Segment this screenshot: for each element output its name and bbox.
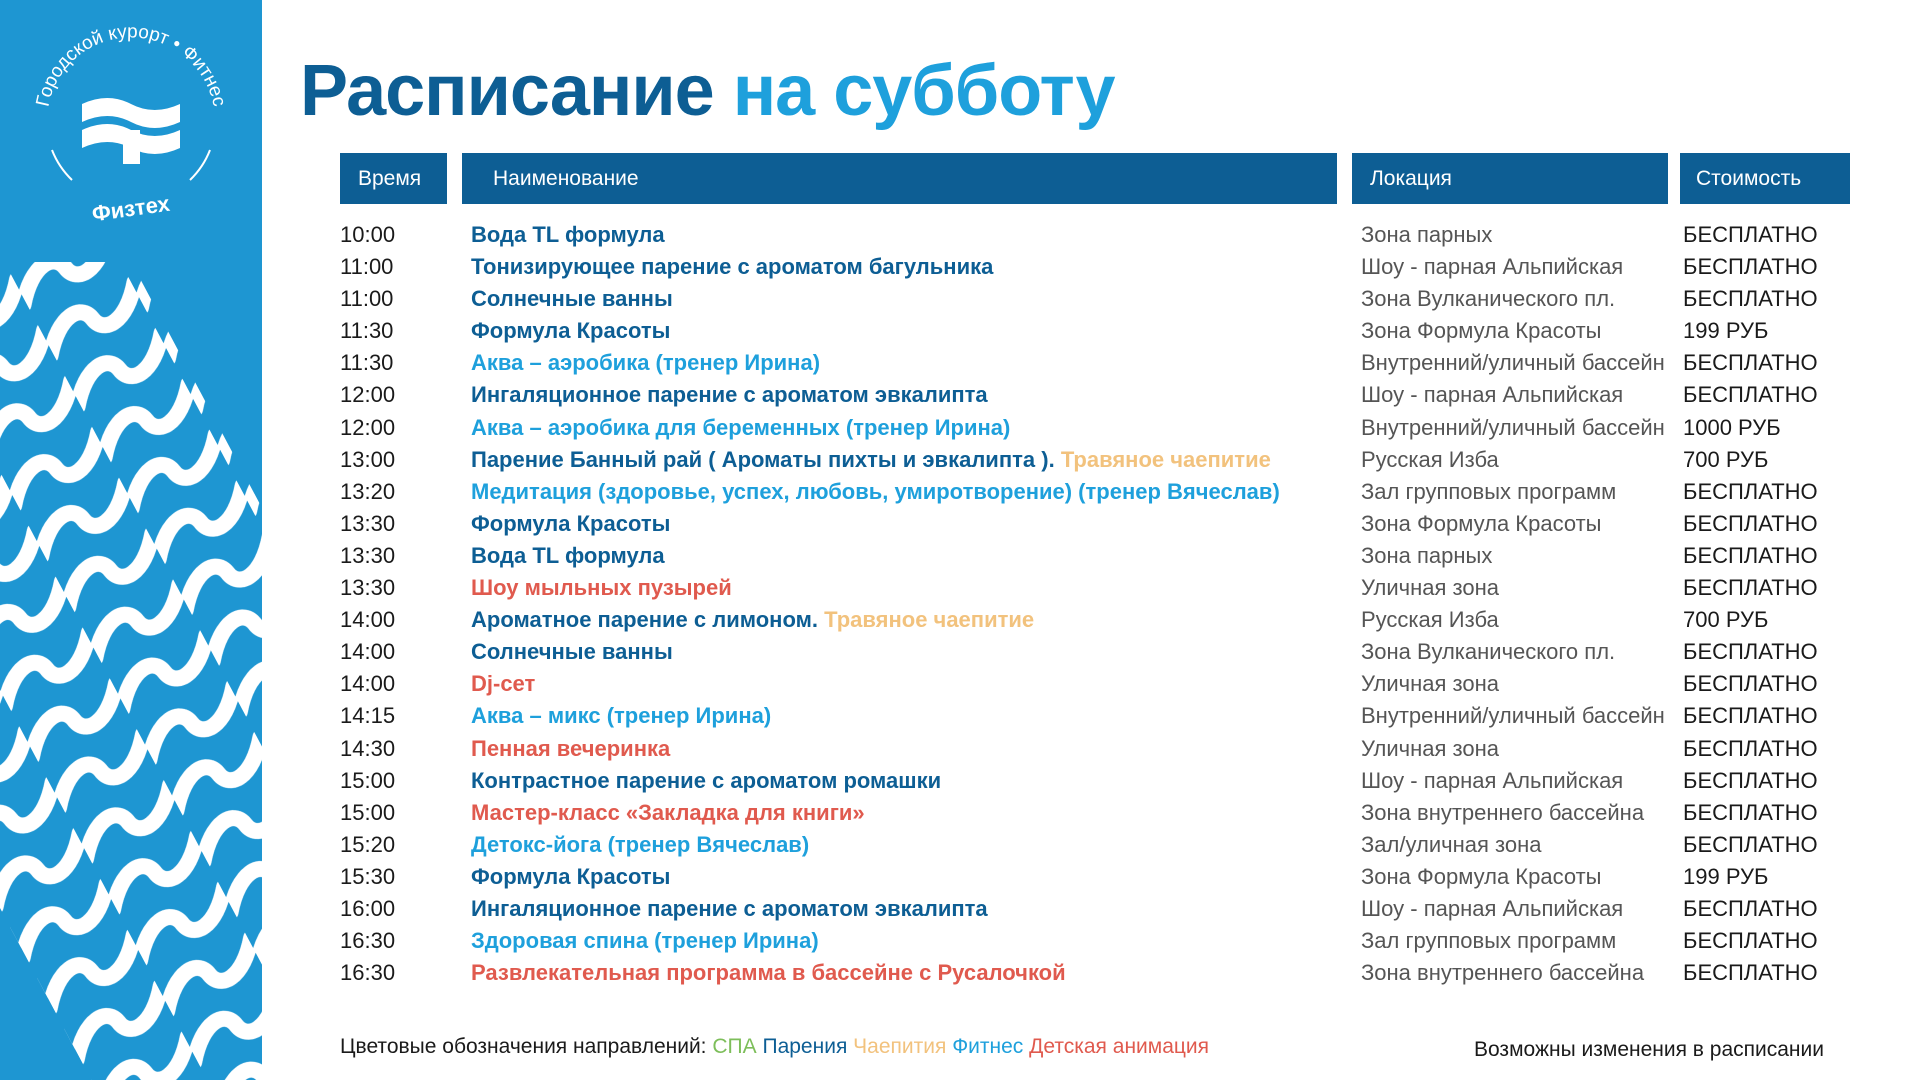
table-row [0,829,1920,861]
row-activity [471,412,1010,444]
row-location: Зона Формула Красоты [1361,863,1602,889]
row-location: Шоу - парная Альпийская [1361,767,1624,793]
activity-name: Вода TL формула [471,222,665,247]
row-cost: БЕСПЛАТНО [1683,767,1818,793]
column-header-location: Локация [1352,153,1668,204]
row-time: 15:30 [340,863,396,889]
activity-name: Аква – микс (тренер Ирина) [471,703,772,729]
legend-item-tea: Чаепития [853,1035,947,1058]
row-time: 15:00 [340,767,396,793]
row-cost: БЕСПЛАТНО [1683,639,1818,665]
activity-name: Аква – аэробика для беременных (тренер Ирина) [471,414,1011,440]
activity-name: Развлекательная программа в бассейне с Русалочкой [471,960,1066,986]
table-row [0,347,1920,379]
row-location: Зона Формула Красоты [1361,510,1602,536]
table-row [0,508,1920,540]
row-cost: БЕСПЛАТНО [1683,960,1818,986]
title-part-1: Расписание [300,51,714,131]
activity-name: Парение Банный рай ( Ароматы пихты и эвкалипта ). [471,446,1055,472]
row-activity [471,700,771,732]
table-row [0,925,1920,957]
activity-name: Мастер-класс «Закладка для книги» [471,799,865,825]
row-time: 13:30 [340,542,396,568]
row-time: 13:30 [340,575,396,601]
row-location: Зона Вулканического пл. [1361,639,1616,665]
row-activity [471,925,819,957]
table-row [0,893,1920,925]
row-cost: БЕСПЛАТНО [1683,575,1818,601]
table-row [0,251,1920,283]
row-cost: БЕСПЛАТНО [1683,478,1818,504]
row-time: 14:00 [340,639,396,665]
row-time: 15:20 [340,831,396,857]
table-row [0,797,1920,829]
row-cost: 1000 РУБ [1683,414,1781,440]
table-row [0,572,1920,604]
row-location: Шоу - парная Альпийская [1361,895,1624,921]
activity-name: Формула Красоты [471,510,671,536]
row-activity [471,733,670,765]
row-cost: БЕСПЛАТНО [1683,671,1818,697]
row-location: Зона Формула Красоты [1361,318,1602,344]
row-cost: БЕСПЛАТНО [1683,895,1818,921]
activity-name: Контрастное парение с ароматом ромашки [471,767,942,793]
title-part-2: на субботу [732,51,1115,131]
table-row [0,700,1920,732]
activity-name: Шоу мыльных пузырей [471,575,732,601]
row-location: Зал групповых программ [1361,928,1617,954]
activity-name: Ароматное парение с лимоном. [471,607,818,633]
table-row [0,379,1920,411]
row-activity [471,251,993,283]
column-header-time: Время [340,153,447,204]
row-location: Зал групповых программ [1361,478,1617,504]
row-time: 10:00 [340,222,396,247]
t-mark-icon [82,98,180,164]
row-cost: БЕСПЛАТНО [1683,799,1818,825]
schedule-table [0,219,1920,989]
row-location: Внутренний/уличный бассейн [1361,703,1665,729]
activity-name: Тонизирующее парение с ароматом багульника [471,254,994,280]
table-row [0,957,1920,989]
ring-text: Городской курорт • Фитнес [32,21,230,109]
table-row [0,412,1920,444]
brand-name: Физтех [90,190,172,227]
schedule-notice: Возможны изменения в расписании [1473,1038,1824,1061]
column-header-name: Наименование [462,153,1337,204]
row-time: 11:00 [340,286,394,312]
activity-extra: Травяное чаепитие [1060,446,1271,472]
activity-name: Медитация (здоровье, успех, любовь, умиротворение) (тренер Вячеслав) [471,478,1280,504]
row-cost: БЕСПЛАТНО [1683,286,1818,312]
row-time: 16:30 [340,960,396,986]
activity-name: Ингаляционное парение с ароматом эвкалипта [471,895,988,921]
row-activity [471,444,1271,476]
row-cost: 199 РУБ [1683,863,1769,889]
activity-name: Вода TL формула [471,542,665,568]
row-time: 11:00 [340,254,394,280]
row-location: Внутренний/уличный бассейн [1361,350,1665,376]
legend-item-steam: Парения [762,1035,848,1058]
row-time: 12:00 [340,414,396,440]
row-cost: БЕСПЛАТНО [1683,222,1818,247]
row-time: 13:00 [340,446,396,472]
row-time: 14:30 [340,735,396,761]
row-activity [471,668,535,700]
row-cost: БЕСПЛАТНО [1683,510,1818,536]
table-row [0,733,1920,765]
row-activity [471,797,865,829]
row-cost: БЕСПЛАТНО [1683,350,1818,376]
activity-name: Пенная вечеринка [471,735,671,761]
row-cost: БЕСПЛАТНО [1683,735,1818,761]
row-activity [471,636,673,668]
row-time: 16:30 [340,928,396,954]
row-time: 13:30 [340,510,396,536]
legend-item-fitness: Фитнес [952,1035,1024,1058]
row-activity [471,283,673,315]
table-row [0,219,1920,251]
row-time: 16:00 [340,895,396,921]
row-activity [471,829,809,861]
row-activity [471,861,670,893]
page-title [300,50,1115,133]
table-row [0,668,1920,700]
row-location: Шоу - парная Альпийская [1361,254,1624,280]
activity-name: Аква – аэробика (тренер Ирина) [471,350,821,376]
row-activity [471,893,988,925]
activity-name: Dj-сет [471,671,536,697]
row-time: 11:30 [340,350,394,376]
row-cost: БЕСПЛАТНО [1683,928,1818,954]
row-location: Русская Изба [1361,607,1499,633]
row-time: 11:30 [340,318,394,344]
legend-items [712,1035,1209,1058]
row-location: Уличная зона [1361,735,1499,761]
activity-name: Ингаляционное парение с ароматом эвкалипта [471,382,988,408]
activity-extra: Травяное чаепитие [824,607,1035,633]
row-activity [471,219,665,251]
row-time: 14:00 [340,607,396,633]
row-activity [471,476,1280,508]
row-location: Уличная зона [1361,671,1499,697]
legend-item-kids: Детская анимация [1029,1035,1210,1058]
table-row [0,765,1920,797]
row-cost: БЕСПЛАТНО [1683,831,1818,857]
row-location: Зона парных [1361,222,1493,247]
table-row [0,444,1920,476]
row-cost: 700 РУБ [1683,446,1769,472]
row-time: 12:00 [340,382,396,408]
table-row [0,540,1920,572]
row-location: Зал/уличная зона [1361,831,1542,857]
row-location: Зона внутреннего бассейна [1361,799,1645,825]
row-cost: БЕСПЛАТНО [1683,254,1818,280]
row-time: 14:00 [340,671,396,697]
table-row [0,283,1920,315]
row-location: Зона парных [1361,542,1493,568]
row-location: Уличная зона [1361,575,1499,601]
row-cost: БЕСПЛАТНО [1683,382,1818,408]
activity-name: Здоровая спина (тренер Ирина) [471,928,819,954]
activity-name: Формула Красоты [471,863,671,889]
row-cost: БЕСПЛАТНО [1683,542,1818,568]
row-activity [471,508,670,540]
row-activity [471,765,941,797]
color-legend [340,1035,1209,1059]
row-location: Русская Изба [1361,446,1499,472]
column-header-cost: Стоимость [1680,153,1850,204]
row-cost: БЕСПЛАТНО [1683,703,1818,729]
row-time: 15:00 [340,799,396,825]
row-cost: 700 РУБ [1683,607,1769,633]
row-activity [471,957,1066,989]
row-activity [471,315,670,347]
row-activity [471,572,732,604]
row-activity [471,540,665,572]
activity-name: Солнечные ванны [471,286,673,312]
activity-name: Солнечные ванны [471,639,673,665]
activity-name: Детокс-йога (тренер Вячеслав) [471,831,810,857]
row-location: Зона внутреннего бассейна [1361,960,1645,986]
row-activity [471,347,820,379]
legend-item-spa: СПА [712,1035,757,1058]
row-activity [471,379,988,411]
row-time: 14:15 [340,703,396,729]
table-row [0,476,1920,508]
row-cost: 199 РУБ [1683,318,1769,344]
row-location: Шоу - парная Альпийская [1361,382,1624,408]
legend-label: Цветовые обозначения направлений: [340,1035,707,1058]
row-location: Зона Вулканического пл. [1361,286,1616,312]
activity-name: Формула Красоты [471,318,671,344]
table-row [0,636,1920,668]
row-activity [471,604,1034,636]
table-row [0,315,1920,347]
row-location: Внутренний/уличный бассейн [1361,414,1665,440]
table-row [0,861,1920,893]
table-row [0,604,1920,636]
row-time: 13:20 [340,478,396,504]
